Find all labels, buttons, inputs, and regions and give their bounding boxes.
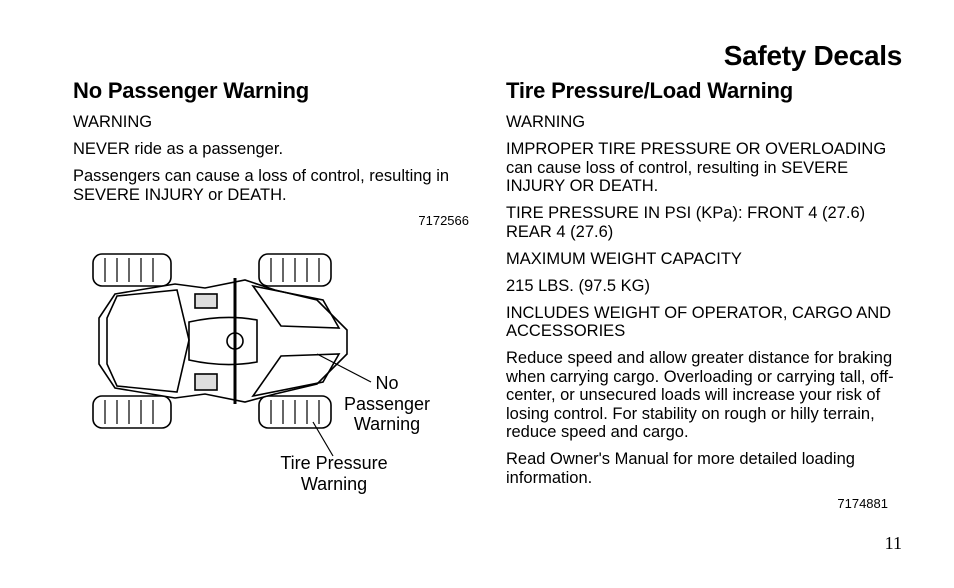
max-weight-label: MAXIMUM WEIGHT CAPACITY bbox=[506, 249, 742, 268]
tire-decal-code: 7174881 bbox=[837, 496, 888, 511]
callout-tire-pressure-line-1: Tire Pressure bbox=[280, 453, 388, 473]
tire-pressure-values: TIRE PRESSURE IN PSI (KPa): FRONT 4 (27.6) REAR 4 (27.6) bbox=[506, 204, 866, 241]
no-passenger-decal-code: 7172566 bbox=[418, 212, 469, 228]
no-passenger-consequence: Passengers can cause a loss of control, resulting in SEVERE INJURY or DEATH. bbox=[73, 167, 450, 204]
tire-improper-pressure-text: IMPROPER TIRE PRESSURE OR OVERLOADING can cause loss of control, resulting in SEVERE INJURY OR DEATH. bbox=[506, 140, 887, 195]
max-weight-value: 215 LBS. (97.5 KG) bbox=[506, 276, 650, 295]
no-passenger-section bbox=[73, 78, 473, 228]
no-passenger-warning-label: WARNING bbox=[73, 113, 153, 131]
callout-no-passenger-line-2: Passenger bbox=[343, 393, 431, 414]
cargo-advice-text: Reduce speed and allow greater distance for braking when carrying cargo. Overloading or carrying tall, off-center, or unsecured loads will increase your risk of losing control. For stability on rough or hilly terrain, reduce speed and cargo. bbox=[506, 349, 894, 441]
tire-pressure-heading: Tire Pressure/Load Warning bbox=[506, 78, 793, 103]
callout-tire-pressure-line-2: Warning bbox=[300, 473, 368, 494]
tire-warning-label: WARNING bbox=[506, 113, 586, 131]
callout-no-passenger-line-1: No bbox=[375, 373, 399, 393]
decal-no-passenger-patch bbox=[195, 294, 217, 308]
tire-pressure-section bbox=[506, 78, 906, 511]
page-number: 11 bbox=[884, 533, 902, 553]
callout-no-passenger bbox=[337, 373, 437, 435]
decal-tire-pressure-patch bbox=[195, 374, 217, 390]
atv-chassis bbox=[99, 280, 347, 402]
page-title: Safety Decals bbox=[723, 40, 902, 71]
callout-no-passenger-line-3: Warning bbox=[353, 414, 421, 434]
callout-tire-pressure bbox=[268, 453, 400, 494]
owners-manual-text: Read Owner's Manual for more detailed loading information. bbox=[506, 450, 855, 487]
no-passenger-heading: No Passenger Warning bbox=[73, 78, 310, 103]
weight-includes-text: INCLUDES WEIGHT OF OPERATOR, CARGO AND ACCESSORIES bbox=[506, 303, 892, 340]
no-passenger-instruction: NEVER ride as a passenger. bbox=[73, 140, 284, 158]
